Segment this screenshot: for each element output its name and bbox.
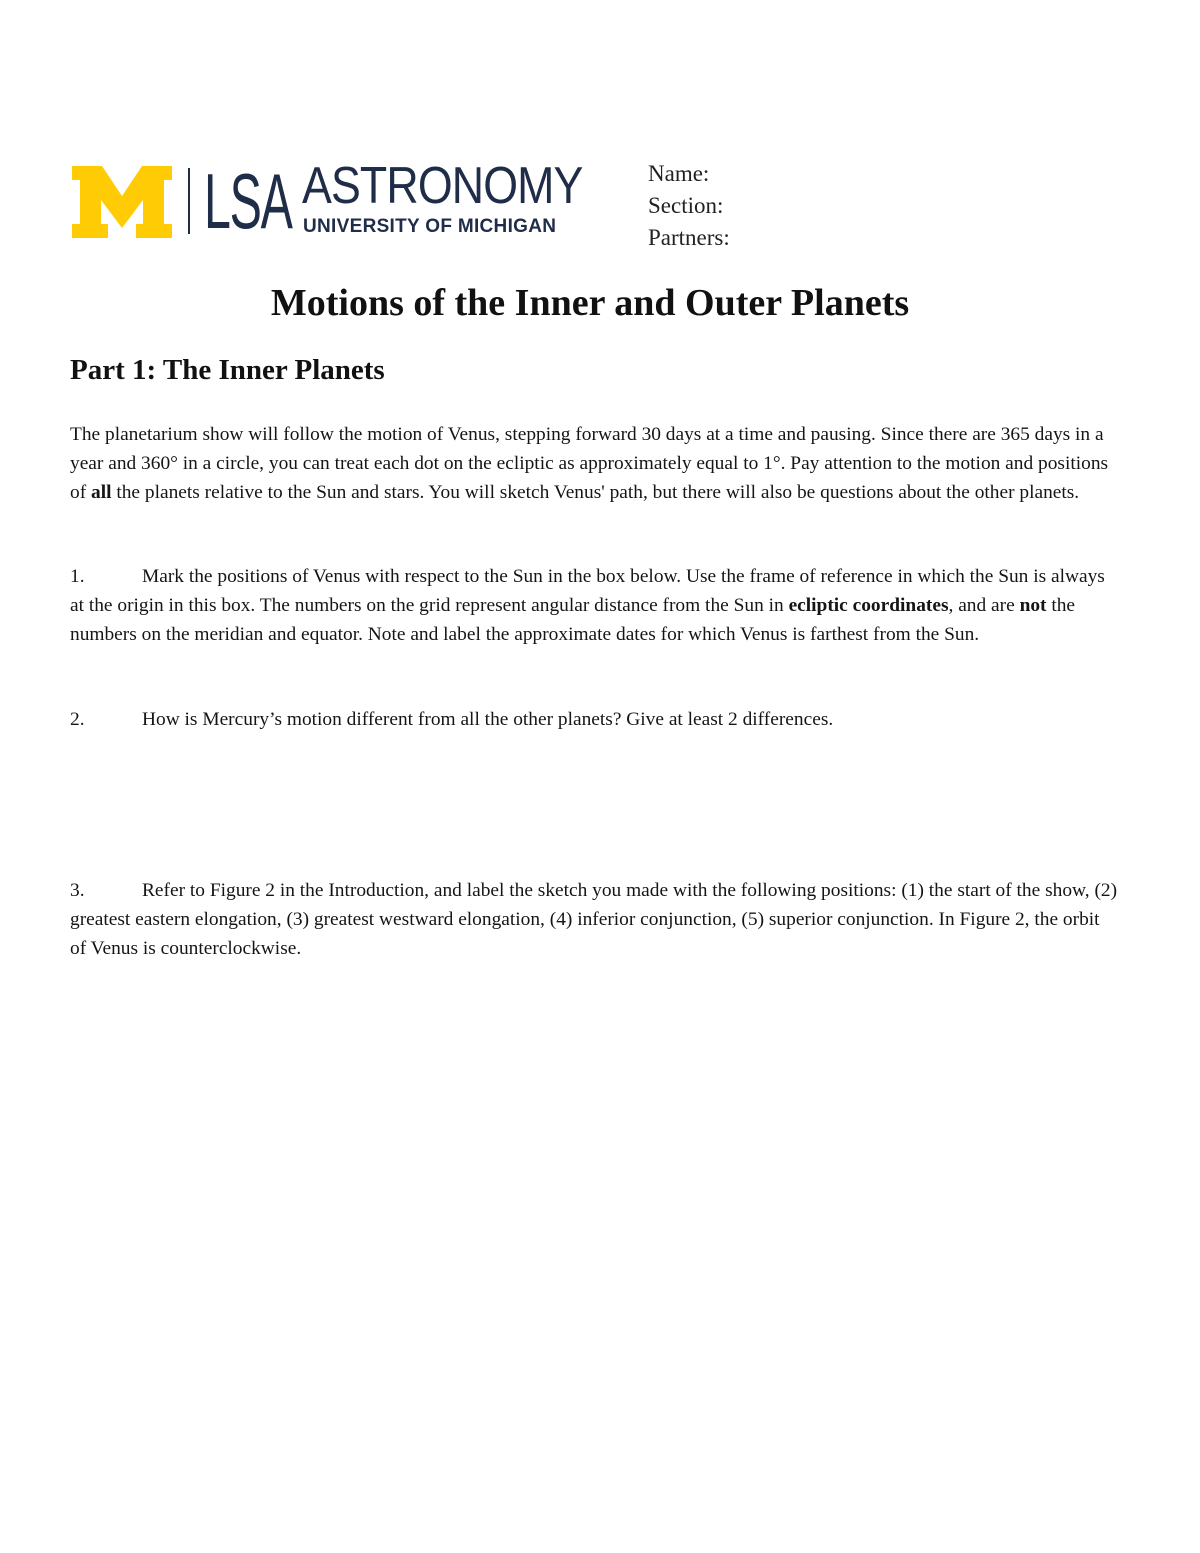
question-3-text: Refer to Figure 2 in the Introduction, and label the sketch you made with the following positions: (1) the start of the show, (2) greatest eastern elongation, (3) greatest westward elongation, (4) inferior conjunction, (5) superior conjunction. In Figure 2, the orbit of Venus is counterclockwise. bbox=[70, 880, 1118, 959]
student-info-fields bbox=[648, 158, 730, 254]
question-3 bbox=[70, 877, 1120, 963]
name-label: Name: bbox=[648, 161, 710, 186]
intro-paragraph bbox=[70, 421, 1120, 507]
question-1-text-b: , and are bbox=[948, 594, 1020, 616]
part1-heading: Part 1: The Inner Planets bbox=[70, 354, 385, 386]
question-2 bbox=[70, 706, 1120, 735]
question-3-number: 3. bbox=[70, 880, 85, 901]
question-1 bbox=[70, 563, 1120, 649]
logo-university-text: UNIVERSITY OF MICHIGAN bbox=[303, 216, 557, 237]
question-1-number: 1. bbox=[70, 566, 85, 587]
partners-label: Partners: bbox=[648, 225, 730, 250]
question-1-text-a: Mark the positions of Venus with respect to the Sun in the box below. Use the frame of reference in which the Sun is always at the origin in this box. The numbers on the grid represent angular distance from the Sun in bbox=[70, 566, 1105, 616]
logo-lsa-text: LSA bbox=[204, 157, 292, 245]
lsa-astronomy-logo bbox=[72, 157, 583, 245]
block-m-logo-icon bbox=[72, 166, 172, 238]
intro-text-a: The planetarium show will follow the motion of Venus, stepping forward 30 days at a time and pausing. Since there are 365 days in a year and 360° in a circle, you can treat each dot on the ecliptic as approximately equal to 1°. Pay attention to the motion and positions of bbox=[70, 424, 1109, 503]
intro-bold-all: all bbox=[91, 481, 112, 503]
question-1-bold-not: not bbox=[1019, 594, 1047, 616]
intro-text-b: the planets relative to the Sun and stars. You will sketch Venus' path, but there will also be questions about the other planets. bbox=[111, 481, 1080, 503]
document-title: Motions of the Inner and Outer Planets bbox=[270, 282, 910, 324]
question-1-bold-ecliptic: ecliptic coordinates bbox=[788, 594, 949, 616]
question-1-text-c: the numbers on the meridian and equator. Note and label the approximate dates for which Venus is farthest from the Sun. bbox=[70, 594, 1076, 645]
question-2-number: 2. bbox=[70, 709, 85, 730]
question-2-text: How is Mercury’s motion different from all the other planets? Give at least 2 differences. bbox=[142, 709, 834, 730]
logo-divider bbox=[188, 168, 190, 234]
logo-department-text: ASTRONOMY bbox=[302, 157, 583, 215]
section-label: Section: bbox=[648, 193, 724, 218]
